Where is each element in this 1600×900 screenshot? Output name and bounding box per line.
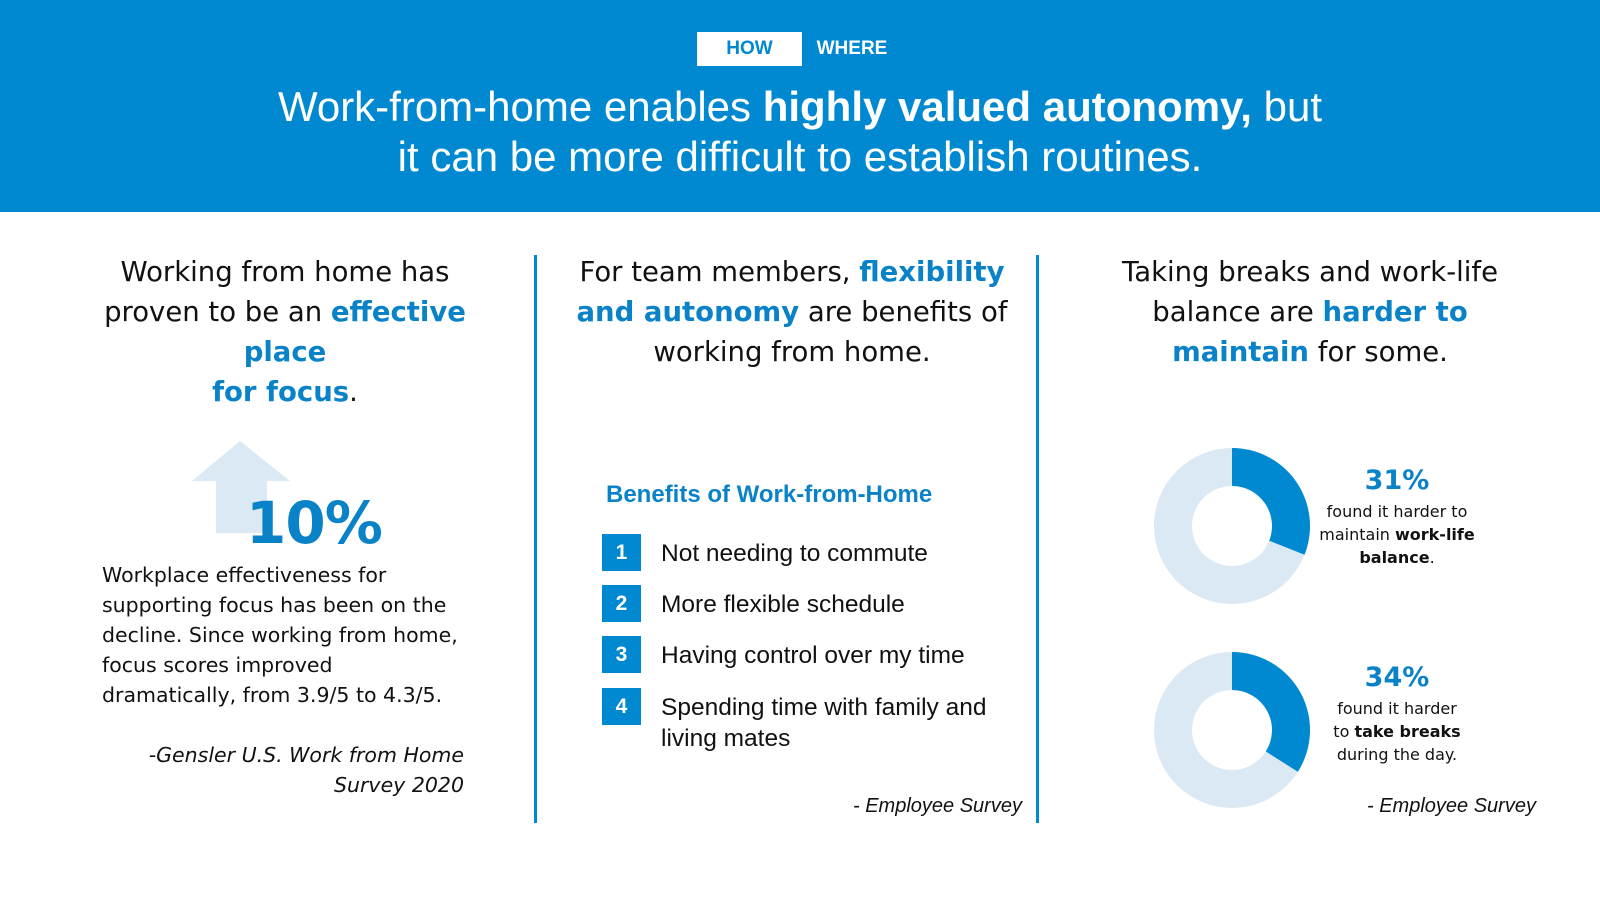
header-banner: [0, 0, 1600, 212]
title-line1-bold: highly valued autonomy,: [762, 83, 1252, 130]
benefit-label: More flexible schedule: [661, 591, 905, 618]
source-employee-survey-1: - Employee Survey: [853, 795, 1022, 817]
stat-work-life-pct: 31%: [1364, 465, 1430, 496]
benefit-number-badge: 1: [602, 534, 641, 571]
column-divider-right: [1036, 255, 1039, 823]
benefit-item: [602, 688, 1011, 754]
focus-stat: 10%: [246, 489, 382, 557]
title-line2: it can be more difficult to establish routines.: [397, 133, 1203, 180]
donut-chart-work-life: [1152, 446, 1312, 606]
benefit-item: [602, 585, 905, 622]
benefit-label: Spending time with family and living mates: [661, 694, 987, 752]
source-employee-survey-2: - Employee Survey: [1367, 795, 1536, 817]
column-divider-left: [534, 255, 537, 823]
col1-heading: Working from home has proven to be an effective place for focus.: [104, 256, 466, 408]
tab-where[interactable]: WHERE: [816, 38, 888, 59]
benefit-item: [602, 534, 928, 571]
tab-how[interactable]: HOW: [697, 32, 802, 66]
source-gensler: -Gensler U.S. Work from Home Survey 2020: [148, 743, 464, 797]
focus-description: Workplace effectiveness for supporting focus has been on the decline. Since working from home, focus scores improved dramatically, from 3.9/5 to 4.3/5.: [102, 563, 458, 707]
stat-breaks-pct: 34%: [1364, 662, 1430, 693]
title-line1-post: but: [1251, 83, 1323, 130]
benefits-title: Benefits of Work-from-Home: [606, 481, 933, 508]
tab-bar: [697, 32, 902, 66]
donut-chart-breaks: [1152, 650, 1312, 810]
benefit-number-badge: 4: [602, 688, 641, 725]
benefit-item: [602, 636, 965, 673]
page-title: [0, 82, 1600, 182]
col2-heading: For team members, flexibility and autonomy are benefits of working from home.: [576, 256, 1008, 368]
benefit-label: Not needing to commute: [661, 540, 928, 567]
benefit-number-badge: 3: [602, 636, 641, 673]
stat-breaks-text: found it harder to take breaks during the day.: [1333, 699, 1461, 764]
benefit-label: Having control over my time: [661, 642, 965, 669]
benefit-number-badge: 2: [602, 585, 641, 622]
col3-heading: Taking breaks and work-life balance are harder to maintain for some.: [1121, 256, 1499, 368]
stat-work-life-text: found it harder to maintain work-life balance.: [1319, 502, 1475, 567]
title-line1-pre: Work-from-home enables: [277, 83, 763, 130]
